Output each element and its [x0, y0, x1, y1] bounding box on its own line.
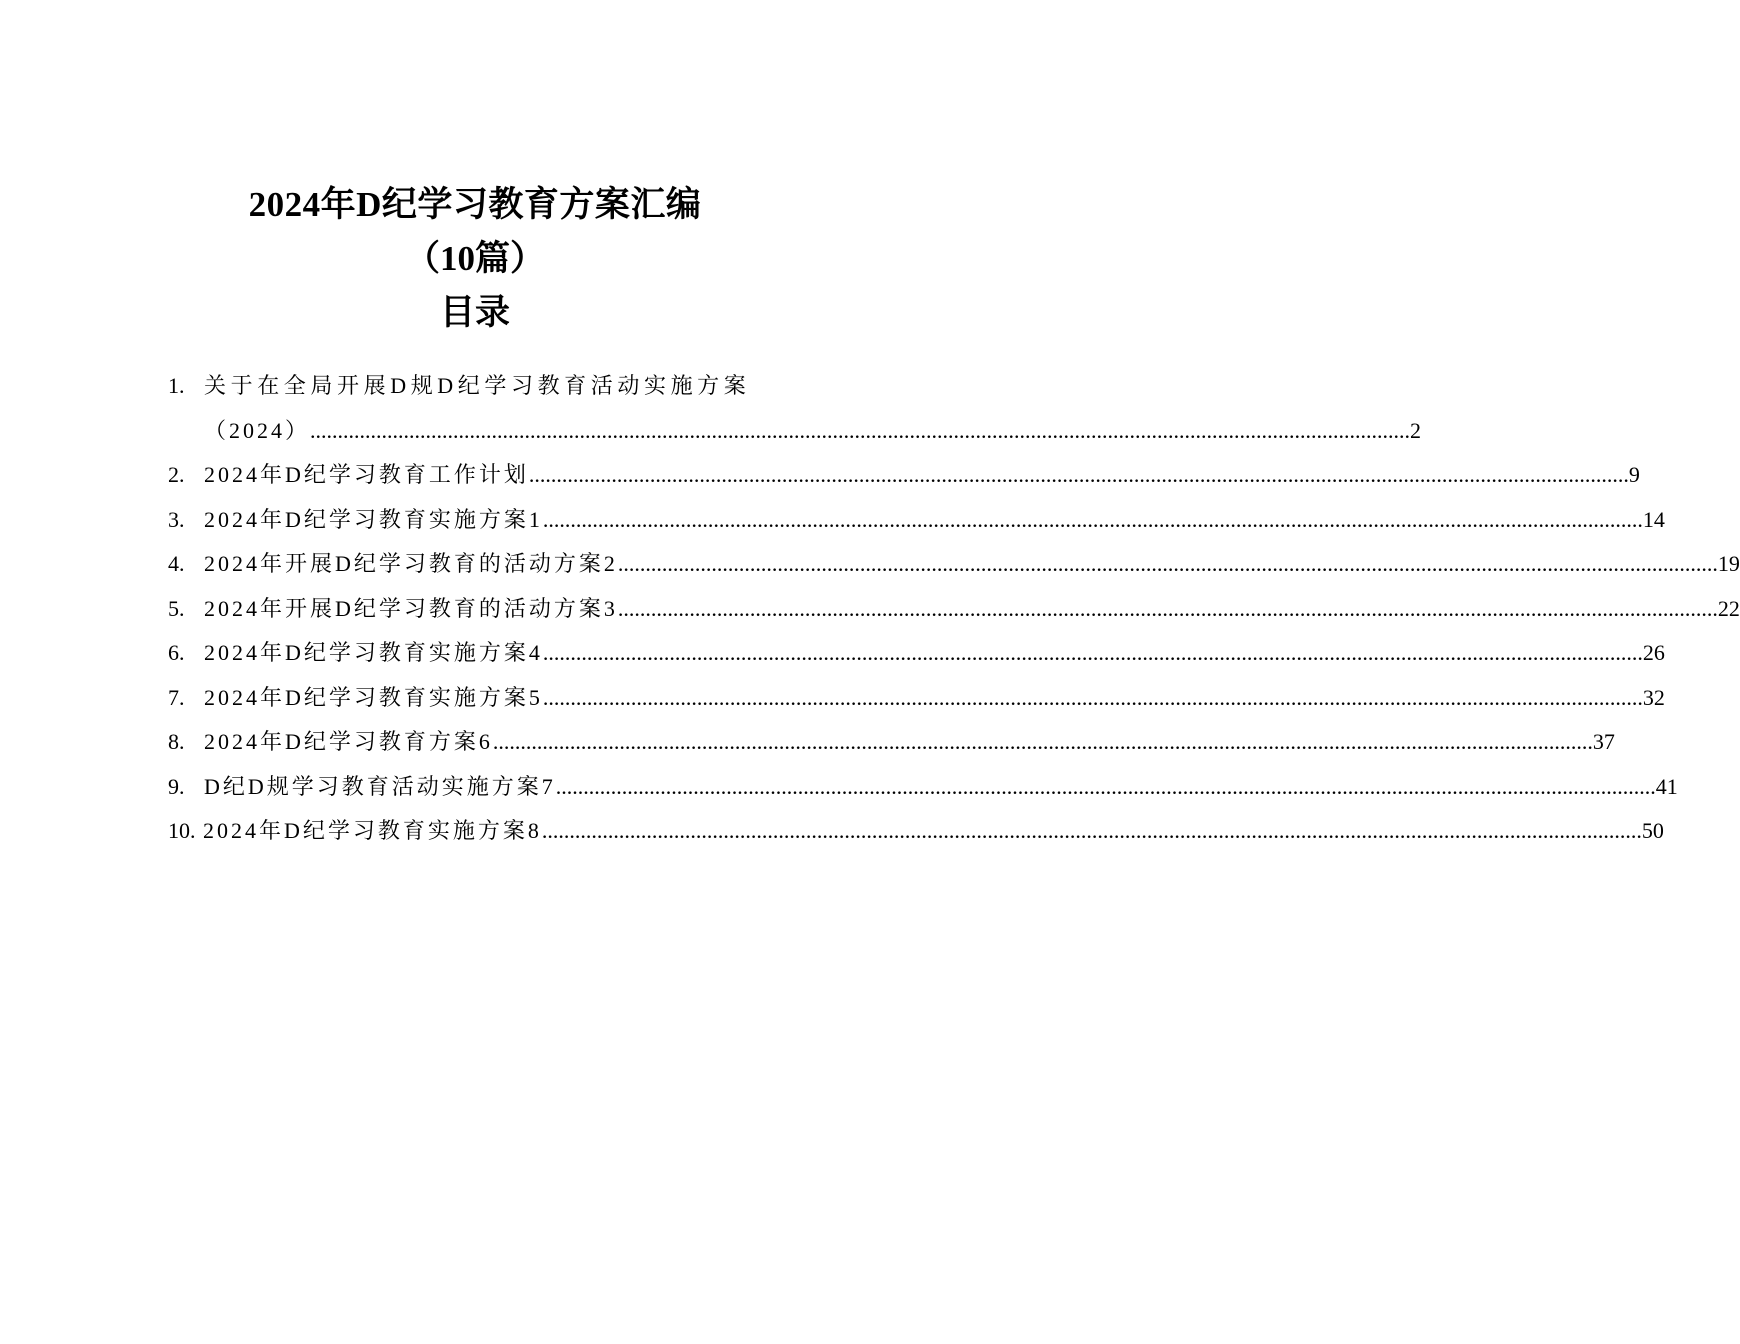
toc-leader-dots: ........................................................................................................................................................................................................: [541, 818, 1642, 843]
toc-entry-number: 2.: [168, 462, 185, 487]
toc-page-number: 9: [1628, 462, 1640, 487]
toc-entry-title[interactable]: 2024年D纪学习教育实施方案5: [204, 684, 543, 710]
toc-leader-dots: ........................................................................................................................................................................................................: [542, 684, 1643, 710]
toc-leader-dots: ........................................................................................................................................................................................................: [310, 417, 1411, 443]
toc-page-number: 41: [1655, 773, 1678, 799]
toc-entry-title[interactable]: 2024年D纪学习教育实施方案8: [203, 818, 542, 843]
toc-entry-number: 7.: [168, 684, 185, 710]
toc-entry-5[interactable]: [168, 587, 1740, 632]
toc-leader-dots: ........................................................................................................................................................................................................: [542, 640, 1643, 665]
toc-leader-dots: ........................................................................................................................................................................................................: [617, 595, 1718, 621]
toc-entry-title-continued[interactable]: （2024）: [204, 417, 311, 443]
toc-entry-number: 1.: [168, 373, 185, 398]
toc-entry-3[interactable]: [168, 498, 1665, 543]
document-title: [0, 178, 950, 340]
toc-entry-8[interactable]: [168, 720, 1615, 765]
toc-entry-10[interactable]: [168, 809, 1664, 854]
toc-entry-number: 6.: [168, 640, 185, 665]
toc-entry-title[interactable]: 2024年D纪学习教育工作计划: [204, 462, 529, 487]
toc-page-number: 14: [1642, 506, 1665, 532]
toc-page-number: 26: [1642, 640, 1665, 665]
toc-entry-title[interactable]: 关于在全局开展D规D纪学习教育活动实施方案: [204, 373, 751, 398]
toc-page-number: 22: [1717, 595, 1740, 621]
title-toc-heading: 目录: [439, 293, 510, 332]
toc-leader-dots: ........................................................................................................................................................................................................: [542, 506, 1643, 532]
toc-entry-9[interactable]: [168, 765, 1678, 810]
toc-entry-2[interactable]: [168, 453, 1640, 498]
toc-page-number: 2: [1410, 417, 1422, 443]
toc-entry-1-continued[interactable]: [168, 409, 1422, 454]
toc-page-number: 50: [1641, 818, 1664, 843]
toc-entry-6[interactable]: [168, 631, 1665, 676]
toc-entry-7[interactable]: [168, 676, 1665, 721]
toc-page-number: 32: [1642, 684, 1665, 710]
title-count: （10篇）: [404, 239, 545, 278]
table-of-contents: [168, 364, 1740, 854]
toc-entry-number: 9.: [168, 773, 185, 799]
toc-entry-4[interactable]: [168, 542, 1740, 587]
toc-entry-title[interactable]: 2024年D纪学习教育实施方案4: [204, 640, 543, 665]
toc-leader-dots: ........................................................................................................................................................................................................: [492, 729, 1593, 754]
toc-entry-title[interactable]: 2024年开展D纪学习教育的活动方案2: [204, 551, 618, 576]
toc-entry-title[interactable]: 2024年D纪学习教育实施方案1: [204, 506, 543, 532]
toc-leader-dots: ........................................................................................................................................................................................................: [617, 551, 1718, 576]
toc-entry-number: 8.: [168, 729, 185, 754]
toc-entry-number: 4.: [168, 551, 185, 576]
toc-entry-title[interactable]: 2024年开展D纪学习教育的活动方案3: [204, 595, 618, 621]
toc-entry-number: 5.: [168, 595, 185, 621]
toc-leader-dots: ........................................................................................................................................................................................................: [528, 462, 1629, 487]
toc-entry-title[interactable]: D纪D规学习教育活动实施方案7: [204, 773, 556, 799]
title-main: 2024年D纪学习教育方案汇编: [248, 185, 702, 224]
toc-entry-1[interactable]: [168, 364, 780, 409]
toc-page-number: 37: [1592, 729, 1615, 754]
toc-entry-number: 3.: [168, 506, 185, 532]
toc-leader-dots: ........................................................................................................................................................................................................: [555, 773, 1656, 799]
toc-page-number: 19: [1717, 551, 1740, 576]
toc-entry-title[interactable]: 2024年D纪学习教育方案6: [204, 729, 493, 754]
toc-entry-number: 10.: [168, 818, 196, 843]
